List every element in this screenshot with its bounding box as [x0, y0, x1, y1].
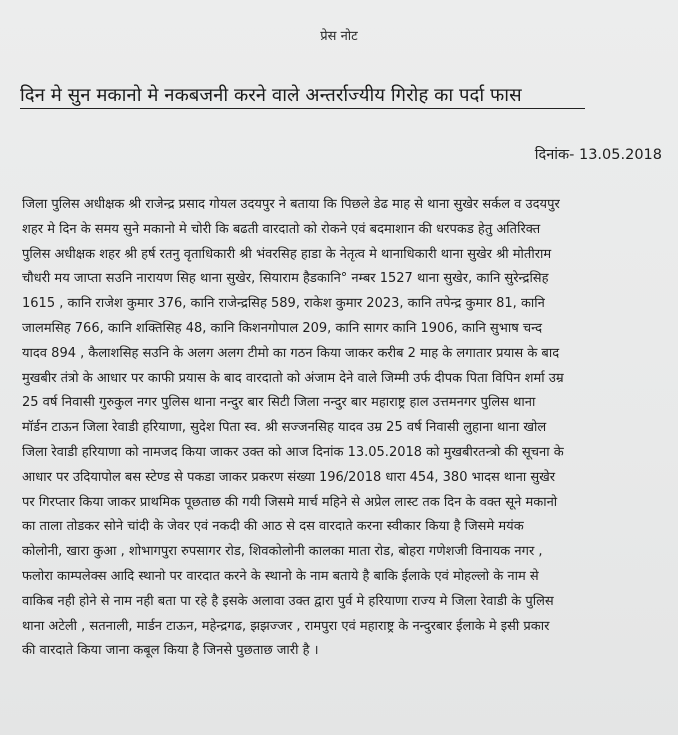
body-line: कोलोनी, खारा कुआ , शोभागपुरा रुपसागर रोड, शिवकोलोनी कालका माता रोड, बोहरा गणेशजी विनायक नगर ,	[22, 544, 543, 560]
body-line: थाना अटेली , सतनाली, मार्डन टाऊन, महेन्द्रगढ, झझज्जर , रामपुरा एवं महाराष्ट्र के नन्दुरबार ईलाके मे इसी प्रकार	[22, 618, 550, 634]
body-line: आधार पर उदियापोल बस स्टेण्ड से पकडा जाकर प्रकरण संख्या 196/2018 धारा 454, 380 भादस थाना सुखेर	[22, 469, 556, 485]
body-line: यादव 894 , कैलाशसिह सउनि के अलग अलग टीमो का गठन किया जाकर करीब 2 माह के लगातार प्रयास के बाद	[22, 345, 560, 361]
body-line: शहर मे दिन के समय सुने मकानो मे चोरी कि बढती वारदातो को रोकने एवं बदमाशान की धरपकड हेतु अतिरिक्त	[22, 221, 541, 237]
body-line: मुखबीर तंत्रो के आधार पर काफी प्रयास के बाद वारदातो को अंजाम देने वाले जिम्मी उर्फ दीपक पिता विपिन शर्मा उम्र	[22, 370, 564, 386]
body-line: पर गिरप्तार किया जाकर प्राथमिक पूछताछ की गयी जिसमे मार्च महिने से अप्रेल लास्ट तक दिन के वक्त सूने मकानो	[22, 494, 558, 510]
body-line: मॉर्डन टाऊन जिला रेवाडी हरियाणा, सुदेश पिता स्व. श्री सज्जनसिह यादव उम्र 25 वर्ष निवासी लुहाना थाना खोल	[22, 420, 547, 436]
document-title: दिन मे सुन मकानो मे नकबजनी करने वाले अन्तर्राज्यीय गिरोह का पर्दा फास	[20, 85, 522, 106]
body-line: फलोरा काम्पलेक्स आदि स्थानो पर वारदात करने के स्थानो के नाम बताये है बाकि ईलाके एवं मोहल्लो के नाम से	[22, 568, 539, 584]
body-line: जिला रेवाडी हरियाणा को नामजद किया जाकर उक्त को आज दिनांक 13.05.2018 को मुखबीरतन्त्रो की सूचना के	[22, 444, 564, 460]
body-line: पुलिस अधीक्षक शहर श्री हर्ष रतनु वृताधिकारी श्री भंवरसिह हाडा के नेतृत्व मे थानाधिकारी थाना सुखेर श्री मोतीराम	[22, 246, 552, 262]
body-line: का ताला तोडकर सोने चांदी के जेवर एवं नकदी की आठ से दस वारदाते करना स्वीकार किया है जिसमे मयंक	[22, 519, 524, 535]
body-line: जालमसिह 766, कानि शक्तिसिह 48, कानि किशनगोपाल 209, कानि सागर कानि 1906, कानि सुभाष चन्द	[22, 320, 543, 336]
document-date: दिनांक- 13.05.2018	[534, 147, 662, 163]
body-line: जिला पुलिस अधीक्षक श्री राजेन्द्र प्रसाद गोयल उदयपुर ने बताया कि पिछले डेढ माह से थाना सुखेर सर्कल व उदयपुर	[22, 197, 560, 212]
body-line: 25 वर्ष निवासी गुरुकुल नगर पुलिस थाना नन्दुर बार सिटी जिला नन्दुर बार महाराष्ट्र हाल उत्तमनगर पुलिस थाना	[22, 395, 536, 411]
body-line: चौधरी मय जाप्ता सउनि नारायण सिह थाना सुखेर, सियाराम हैडकानि° नम्बर 1527 थाना सुखेर, कानि सुरेन्द्रसिह	[22, 271, 549, 287]
body-line: वाकिब नही होने से नाम नही बता पा रहे है इसके अलावा उक्त द्वारा पुर्व मे हरियाणा राज्य मे जिला रेवाडी के पुलिस	[22, 593, 554, 609]
title-underline	[20, 108, 585, 109]
press-note-label: प्रेस नोट	[320, 29, 358, 44]
body-line: की वारदाते किया जाना कबूल किया है जिनसे पुछताछ जारी है ।	[22, 643, 319, 659]
body-paragraph	[22, 193, 662, 664]
body-line: 1615 , कानि राजेश कुमार 376, कानि राजेन्द्रसिह 589, राकेश कुमार 2023, कानि तपेन्द्र कुमार 81, कानि	[22, 296, 545, 312]
